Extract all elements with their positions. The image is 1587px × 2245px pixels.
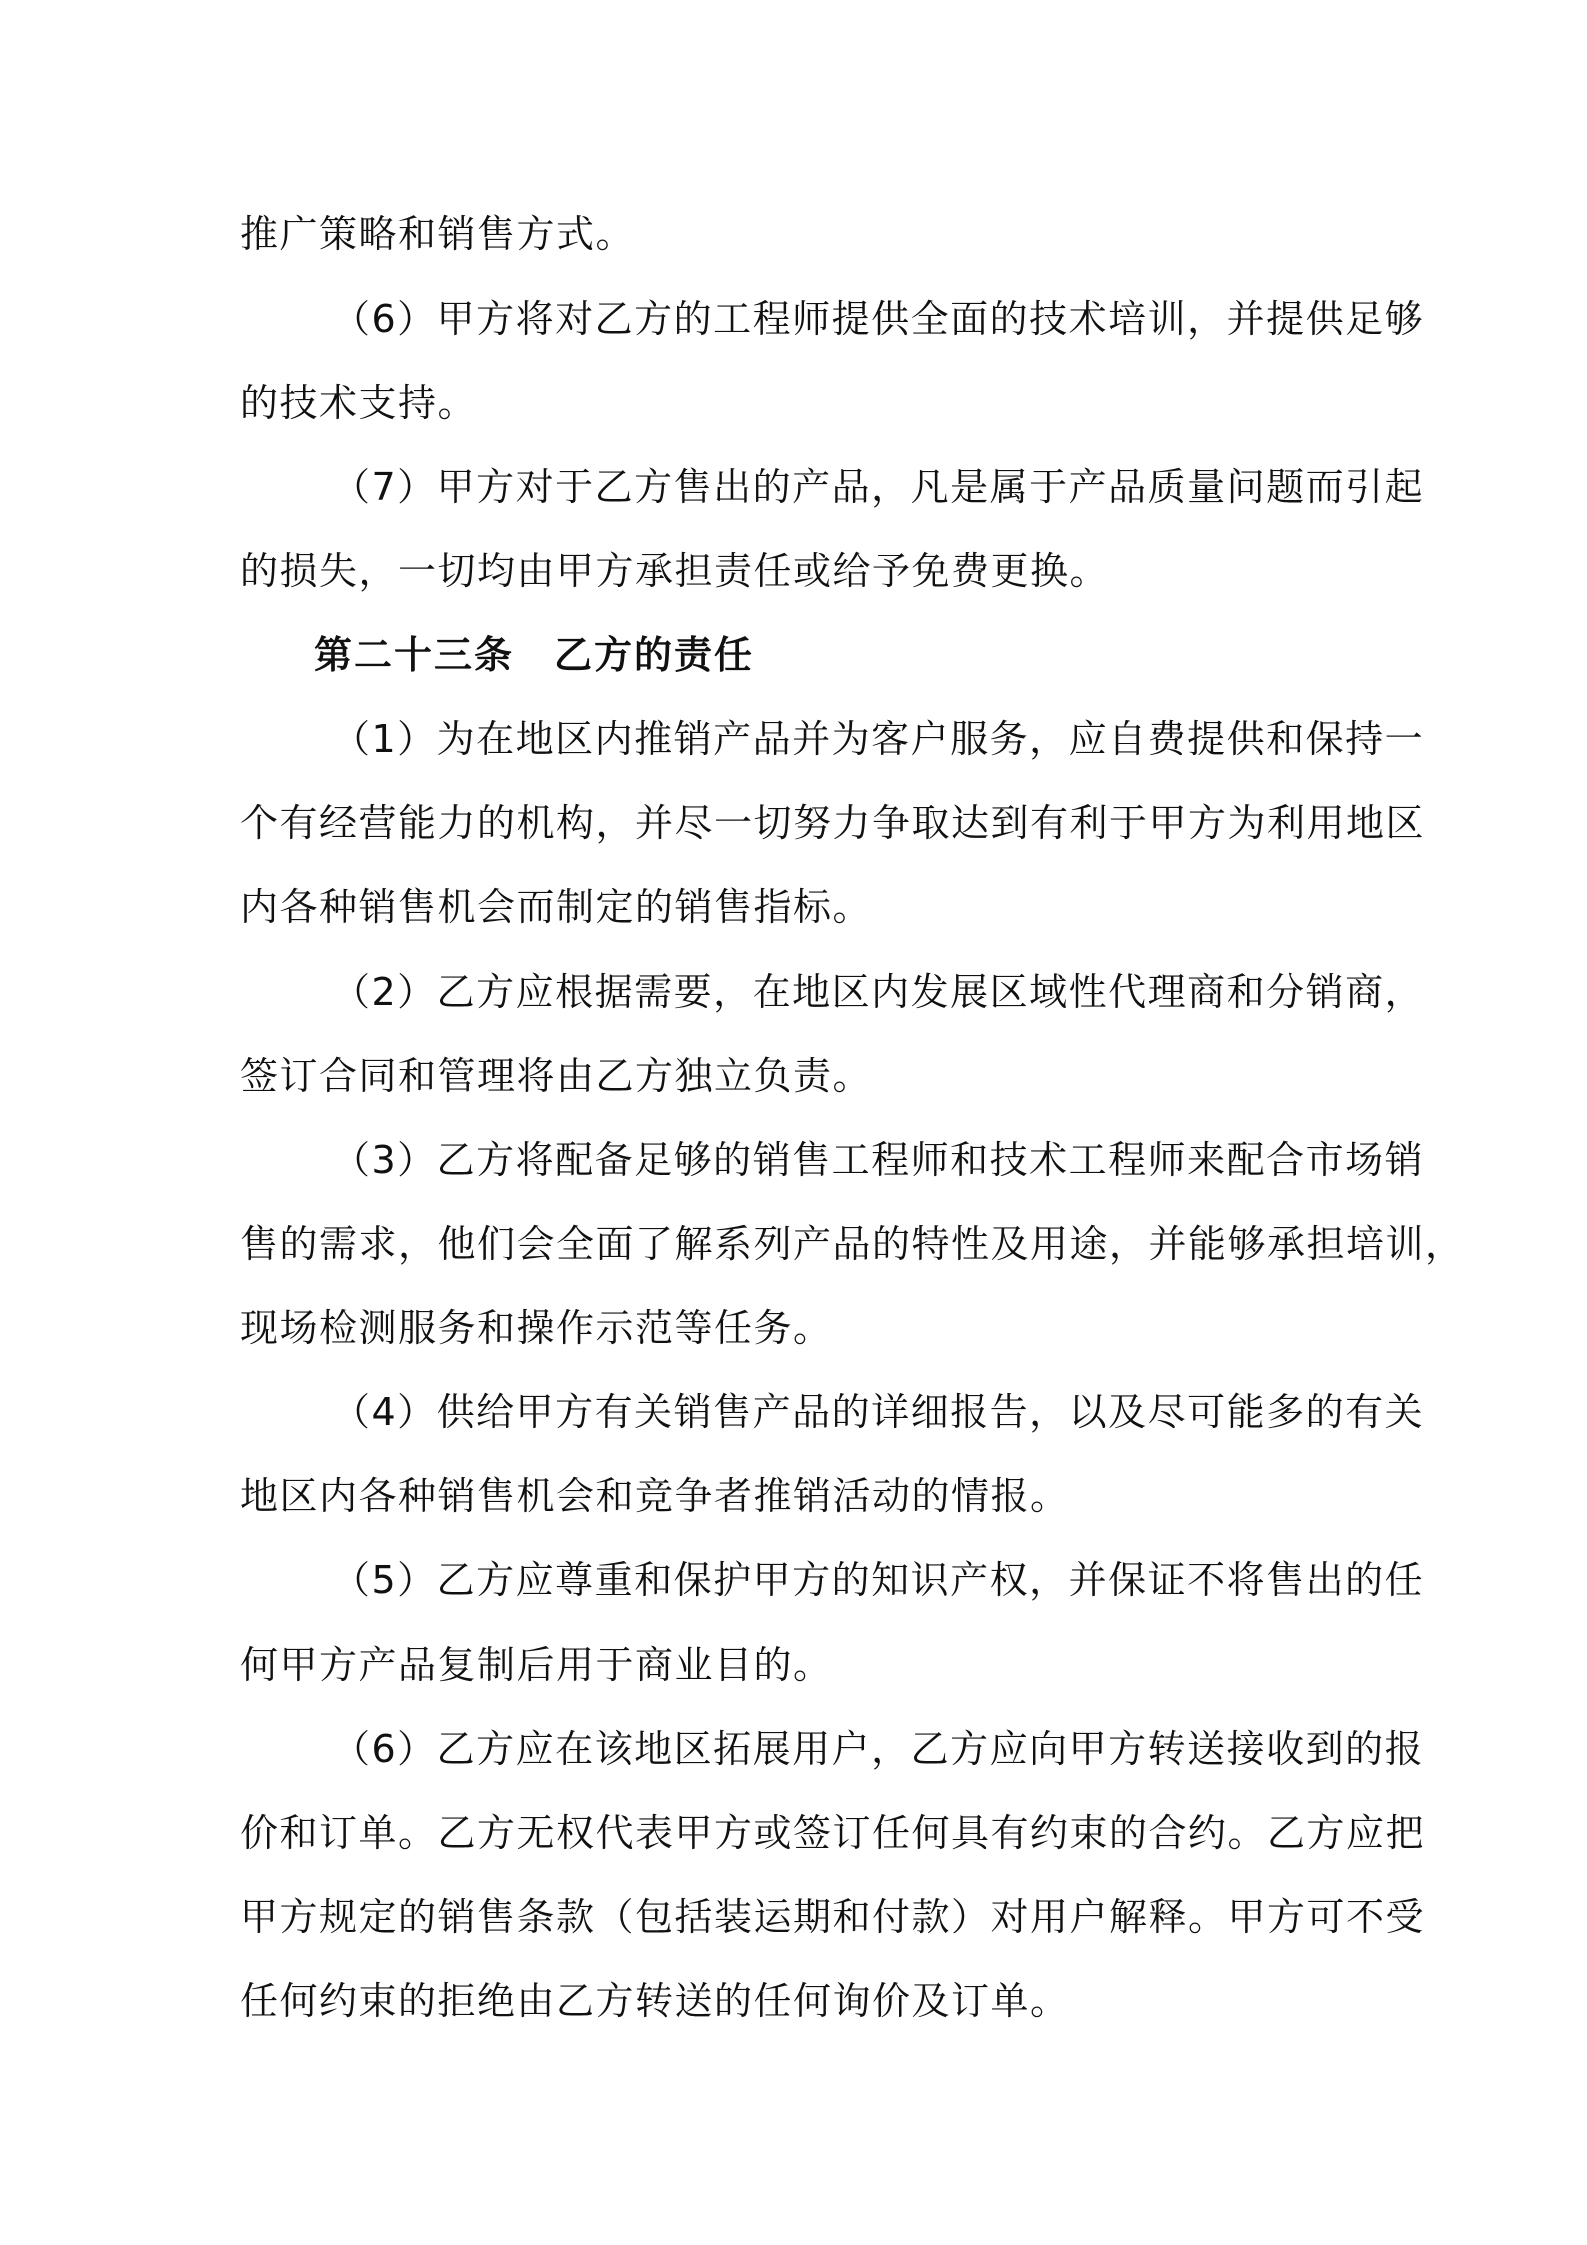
text-line: 推广策略和销售方式。 (240, 212, 636, 256)
text-line: （5）乙方应尊重和保护甲方的知识产权，并保证不将售出的任 (332, 1558, 1425, 1602)
text-line: （2）乙方应根据需要，在地区内发展区域性代理商和分销商， (332, 970, 1425, 1014)
text-line: 个有经营能力的机构，并尽一切努力争取达到有利于甲方为利用地区 (240, 801, 1426, 845)
text-line: 价和订单。乙方无权代表甲方或签订任何具有约束的合约。乙方应把 (240, 1811, 1426, 1855)
text-line: （4）供给甲方有关销售产品的详细报告，以及尽可能多的有关 (332, 1390, 1425, 1434)
text-line: （6）乙方应在该地区拓展用户，乙方应向甲方转送接收到的报 (332, 1727, 1425, 1771)
text-line: （6）甲方将对乙方的工程师提供全面的技术培训，并提供足够 (332, 297, 1425, 341)
text-line: （7）甲方对于乙方售出的产品，凡是属于产品质量问题而引起 (332, 465, 1425, 509)
text-line: 任何约束的拒绝由乙方转送的任何询价及订单。 (240, 1979, 1070, 2023)
text-line: 售的需求，他们会全面了解系列产品的特性及用途，并能够承担培训， (240, 1222, 1465, 1266)
text-line: 甲方规定的销售条款（包括装运期和付款）对用户解释。甲方可不受 (240, 1895, 1426, 1939)
text-line: 内各种销售机会而制定的销售指标。 (240, 885, 873, 929)
text-line: 的技术支持。 (240, 381, 478, 425)
text-line: 地区内各种销售机会和竞争者推销活动的情报。 (240, 1474, 1070, 1518)
text-line: 签订合同和管理将由乙方独立负责。 (240, 1054, 873, 1098)
section-heading: 第二十三条 乙方的责任 (314, 633, 755, 677)
text-line: 现场检测服务和操作示范等任务。 (240, 1306, 833, 1350)
text-line: （1）为在地区内推销产品并为客户服务，应自费提供和保持一 (332, 717, 1425, 761)
text-line: （3）乙方将配备足够的销售工程师和技术工程师来配合市场销 (332, 1138, 1425, 1182)
text-line: 何甲方产品复制后用于商业目的。 (240, 1643, 833, 1687)
text-line: 的损失，一切均由甲方承担责任或给予免费更换。 (240, 549, 1110, 593)
